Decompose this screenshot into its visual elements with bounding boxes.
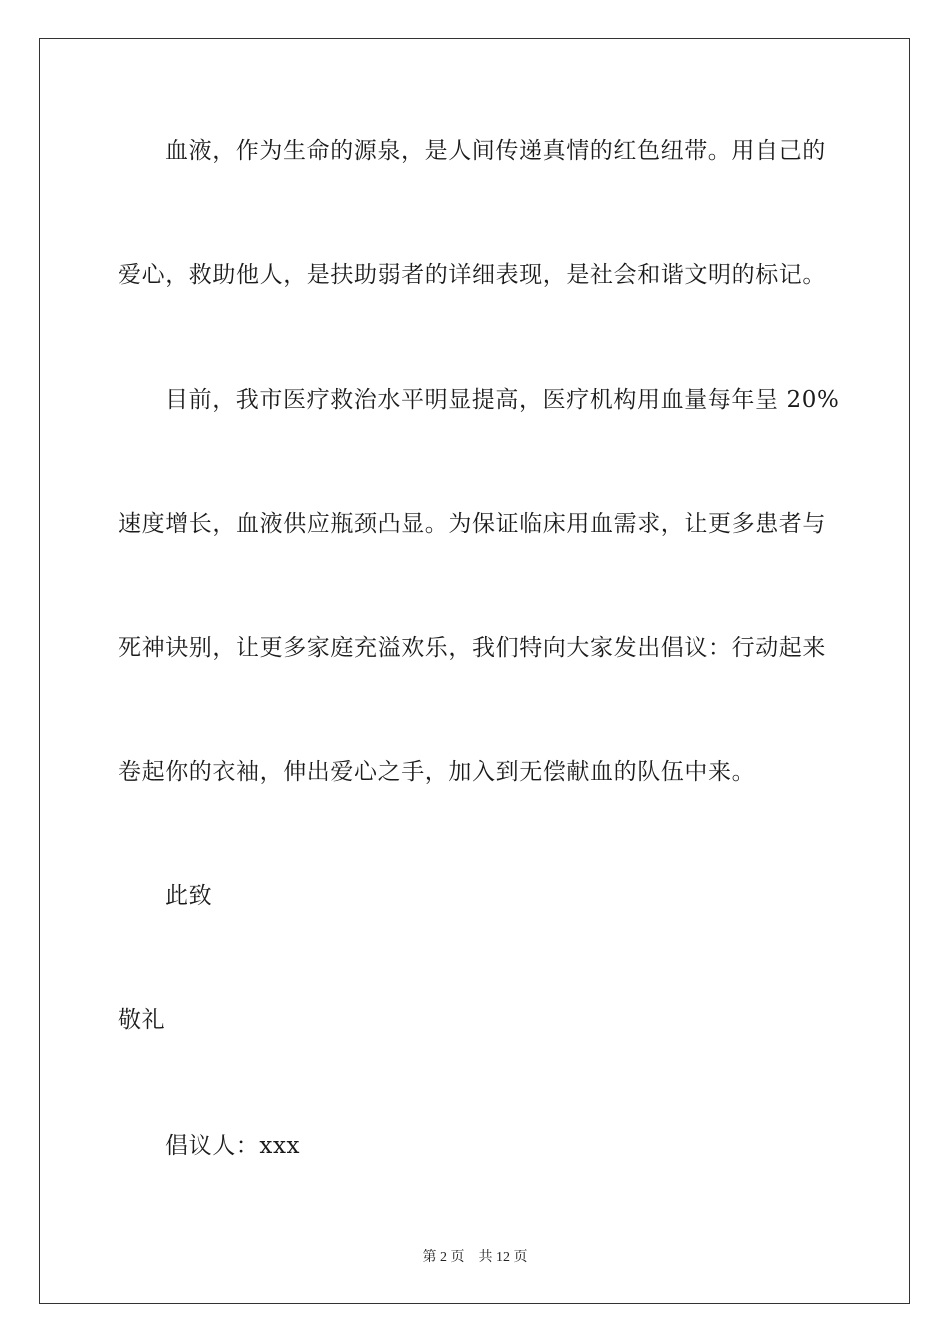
page-footer — [0, 1246, 950, 1266]
closing-salutation: 此致 — [165, 883, 213, 909]
page-total: 共 12 页 — [478, 1250, 528, 1265]
paragraph-line: 卷起你的衣袖，伸出爱心之手，加入到无偿献血的队伍中来。 — [118, 759, 756, 785]
paragraph-line: 血液，作为生命的源泉，是人间传递真情的红色纽带。用自己的 — [165, 138, 826, 164]
signature-line: 倡议人：xxx — [165, 1133, 301, 1159]
page-number: 第 2 页 — [422, 1250, 465, 1265]
paragraph-line: 死神诀别，让更多家庭充溢欢乐，我们特向大家发出倡议：行动起来 — [118, 635, 826, 661]
page-border — [39, 38, 910, 1304]
paragraph-line: 速度增长，血液供应瓶颈凸显。为保证临床用血需求，让更多患者与 — [118, 511, 826, 537]
closing-regards: 敬礼 — [118, 1007, 166, 1033]
paragraph-line: 爱心，救助他人，是扶助弱者的详细表现，是社会和谐文明的标记。 — [118, 262, 826, 288]
paragraph-line: 目前，我市医疗救治水平明显提高，医疗机构用血量每年呈 20% — [165, 387, 840, 413]
